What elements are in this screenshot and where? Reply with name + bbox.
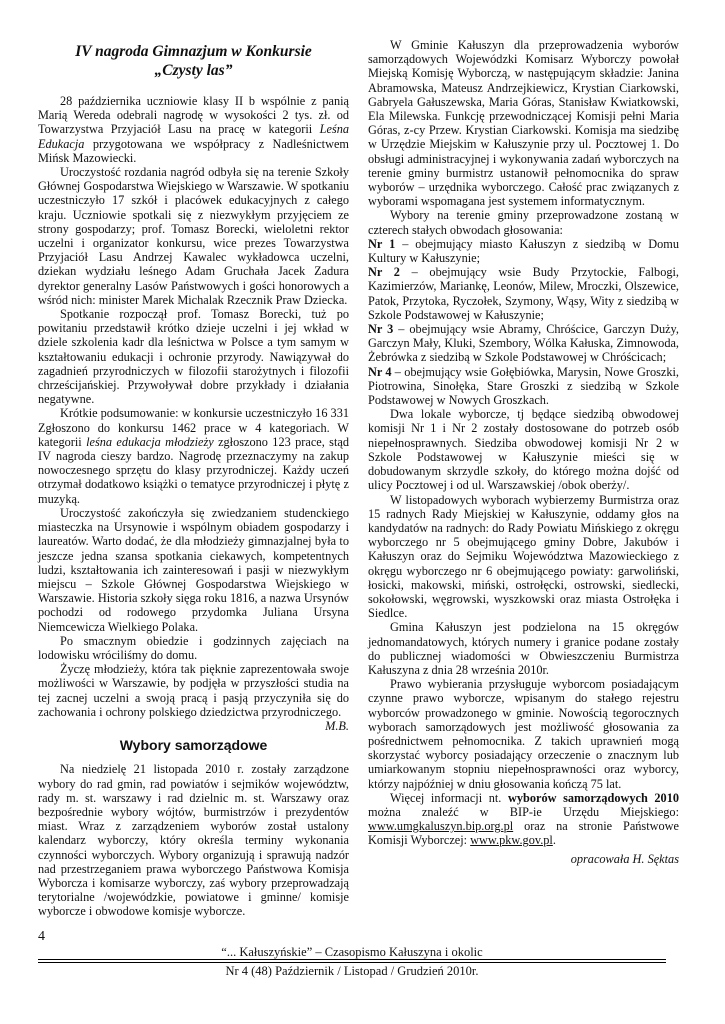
article1-title xyxy=(38,42,349,80)
pkw-link[interactable]: www.pkw.gov.pl xyxy=(470,833,553,848)
article2-paragraph: Dwa lokale wyborcze, tj będące siedzibą obwodowej komisji Nr 1 i Nr 2 zostały dostosowane do potrzeb osób niepełnosprawnych. Siedziba obwodowej komisji Nr 2 w Szkole Podstawowej w Kałuszynie mieści się w dobudowanym skrzydle szkoły, do którego można dojść od ulicy Pocztowej i od ul. Warszawskiej /obok oberży/. xyxy=(368,407,679,493)
article2-paragraph: W Gminie Kałuszyn dla przeprowadzenia wyborów samorządowych Wojewódzki Komisarz Wyborczy powołał Miejską Komisję Wyborczą, w następującym składzie: Janina Abramowska, Mateusz Andrzejkiewicz, Krystian Ciarkowski, Gabryela Gałuszewska, Maria Góras, Stanisław Kwiatkowski, Ela Milewska. Funkcję przewodniczącej Komisji pełni Maria Góras, z-cy Przew. Krystian Ciarkowski. Komisja ma siedzibę w Urzędzie Miejskim w Kałuszynie przy ul. Pocztowej 1. Do obsługi administracyjnej i wykonywania zadań wyborczych na terenie gminy burmistrz ustanowił pełnomocnika do spraw wyborów – urzędnika wyborczego. Całość prac związanych z wyborami wspomagana jest systemem informatycznym. xyxy=(368,38,679,209)
district-list xyxy=(368,237,679,407)
article1-paragraph: Krótkie podsumowanie: w konkursie uczestniczyło 16 331 Zgłoszono do konkursu 1462 prace w 4 kategoriach. W kategorii leśna edukacja młodzieży zgłoszono 123 prace, stąd IV nagroda cieszy bardzo. Nagrodę przeznaczymy na zakup nowoczesnego sprzętu do klasy przyrodniczej. Każdy uczeń otrzymał dodatkowo książki o tematyce przyrodniczej i płytę z muzyką. xyxy=(38,406,349,506)
article2-paragraph: Prawo wybierania przysługuje wyborcom posiadającym czynne prawo wyborcze, wpisanym do stałego rejestru wyborców prowadzonego w gminie. Nowością tegorocznych wyborach samorządowych jest możliwość głosowania za pośrednictwem pełnomocnika. Z takich uprawnień mogą skorzystać wyborcy posiadający orzeczenie o znacznym lub umiarkowanym stopniu niepełnosprawności oraz wyborcy, którzy najpóźniej w dniu głosowania kończą 75 lat. xyxy=(368,677,679,791)
article2-signature: opracowała H. Sęktas xyxy=(570,851,679,866)
article2-title: Wybory samorządowe xyxy=(119,737,268,754)
page-number: 4 xyxy=(38,929,45,944)
article1-paragraph: 28 października uczniowie klasy II b wspólnie z panią Marią Wereda odebrali nagrodę w wysokości 2 tys. zł. od Towarzystwa Przyjaciół Lasu na pracę w kategorii Leśna Edukacja przygotowana we współpracy z Nadleśnictwem Mińsk Mazowiecki. xyxy=(38,94,349,165)
article1-paragraph: Życzę młodzieży, która tak pięknie zaprezentowała swoje możliwości w Warszawie, by podjęła w przyszłości studia na tej zacnej uczelni a swoją pracą i pasją przyczyniła się do zachowania i ochrony polskiego dziedzictwa przyrodniczego. xyxy=(38,662,349,719)
article2-paragraph: Na niedzielę 21 listopada 2010 r. zostały zarządzone wybory do rad gmin, rad powiatów i sejmików województw, rady m. st. warszawy i rad dzielnic m. st. Warszawy oraz bezpośrednie wybory wójtów, burmistrzów i prezydentów miast. Wraz z zarządzeniem wyborów został ustalony kalendarz wyborczy, który określa terminy wykonania czynności wyborczych. Wybory organizują i sprawują nadzór nad przestrzeganiem prawa wyborczego Państwowa Komisja Wyborcza i komisarze wyborczy, zaś wybory przeprowadzają terytorialne /wojewódzkie, powiatowe i gminne/ komisje wyborcze i obwodowe komisje wyborcze. xyxy=(38,762,349,919)
article1-signature: M.B. xyxy=(325,718,349,733)
district-item: Nr 3 – obejmujący wsie Abramy, Chróścice, Garczyn Duży, Garczyn Mały, Kluki, Szembory, Wólka Kałuska, Zimnowoda, Żebrówka z siedzibą w Szkole Podstawowej w Chróścicach; xyxy=(368,322,679,365)
article2-paragraph: Gmina Kałuszyn jest podzielona na 15 okręgów jednomandatowych, których numery i granice podane zostały do publicznej wiadomości w Obwieszczeniu Burmistrza Kałuszyna z dnia 28 września 2010r. xyxy=(368,620,679,677)
district-item: Nr 4 – obejmujący wsie Gołębiówka, Marysin, Nowe Groszki, Piotrowina, Sinołęka, Stare Groszki z siedzibą w Szkole Podstawowej w Nowych Groszkach. xyxy=(368,364,680,408)
article2-paragraph: Wybory na terenie gminy przeprowadzone zostaną w czterech stałych obwodach głosowania: xyxy=(368,208,679,237)
article1-title-line2: „Czysty las” xyxy=(154,62,233,79)
right-column xyxy=(368,38,679,866)
district-item: Nr 1 – obejmujący miasto Kałuszyn z siedzibą w Domu Kultury w Kałuszynie; xyxy=(368,236,680,266)
article1-paragraph: Uroczystość rozdania nagród odbyła się na terenie Szkoły Głównej Gospodarstwa Wiejskiego w Warszawie. W spotkaniu uczestniczyło 17 szkół i placówek edukacyjnych z całego kraju. Uczniowie spotkali się z niezwykłym przyjęciem ze strony gospodarzy; prof. Tomasz Borecki, wieloletni rektor uczelni i organizator konkursu, wice prezes Towarzystwa Przyjaciół Lasu Andrzej Kawalec wykładowca uczelni, dziekan wydziału leśnego Adam Gruchała Jacek Zadura dyrektor generalny Lasów Państwowych i gości honorowych a wśród nich: minister Marek Michalak Rzecznik Praw Dziecka. xyxy=(38,165,349,307)
footer-issue: Nr 4 (48) Październik / Listopad / Grudzień 2010r. xyxy=(225,964,479,978)
article1-paragraph: Uroczystość zakończyła się zwiedzaniem studenckiego miasteczka na Ursynowie i wspólnym obiadem gospodarzy i laureatów. Warto dodać, że dla młodzieży gimnazjalnej była to jeszcze jedna szansa spotkania ciekawych, kompetentnych ludzi, kształtowania ich zainteresowań i pasji w niezwykłym miejscu – Szkole Głównej Gospodarstwa Wiejskiego w Warszawie. Historia szkoły sięga roku 1816, a nazwa Ursynów pochodzi od rodowego przydomka Juliana Ursyna Niemcewicza Wielkiego Polaka. xyxy=(38,505,349,634)
footer-title: “... Kałuszyńskie” – Czasopismo Kałuszyna i okolic xyxy=(221,945,483,959)
district-item: Nr 2 – obejmujący wsie Budy Przytockie, Falbogi, Kazimierzów, Mariankę, Leonów, Milew, Mroczki, Olszewice, Patok, Przytoka, Ryczołek, Szymony, Wąsy, Wity z siedzibą w Szkole Podstawowej w Kałuszynie; xyxy=(368,265,679,322)
bip-link[interactable]: www.umgkaluszyn.bip.org.pl xyxy=(368,819,514,834)
article2-paragraph: W listopadowych wyborach wybierzemy Burmistrza oraz 15 radnych Rady Miejskiej w Kałuszynie, oddamy głos na kandydatów na radnych: do Rady Powiatu Mińskiego z okręgu wyborczego nr 5 obejmującego gminy Dobre, Jakubów i Kałuszyn oraz do Sejmiku Województwa Mazowieckiego z okręgu wyborczego nr 6 obejmującego powiaty: garwoliński, łosicki, makowski, miński, ostrołęcki, ostrowski, siedlecki, sokołowski, węgrowski, wyszkowski oraz miasta Ostrołęka i Siedlce. xyxy=(368,492,679,621)
article1-paragraph: Po smacznym obiedzie i godzinnych zajęciach na lodowisku wróciliśmy do domu. xyxy=(38,633,349,662)
footer-divider xyxy=(38,962,666,963)
article2-paragraph: Więcej informacji nt. wyborów samorządowych 2010 można znaleźć w BIP-ie Urzędu Miejskiego: www.umgkaluszyn.bip.org.pl oraz na stronie Państwowe Komisji Wyborczej: www.pkw.gov.pl. xyxy=(368,790,679,848)
left-column xyxy=(38,38,349,919)
article1-paragraph: Spotkanie rozpoczął prof. Tomasz Borecki, tuż po powitaniu przedstawił krótko dzieje uczelni i jej wkład w dziele szkolenia kadr dla leśnictwa w Polsce a tym samym w kształtowaniu edukacji i ochronie przyrody. Nawiązywał do zagadnień przyrodniczych w filozofii starożytnych i filozofii chrześcijańskiej. Przywoływał dobre przykłady i działania negatywne. xyxy=(38,307,349,407)
footer-divider xyxy=(38,959,666,960)
article1-title-line1: IV nagroda Gimnazjum w Konkursie xyxy=(75,43,312,60)
